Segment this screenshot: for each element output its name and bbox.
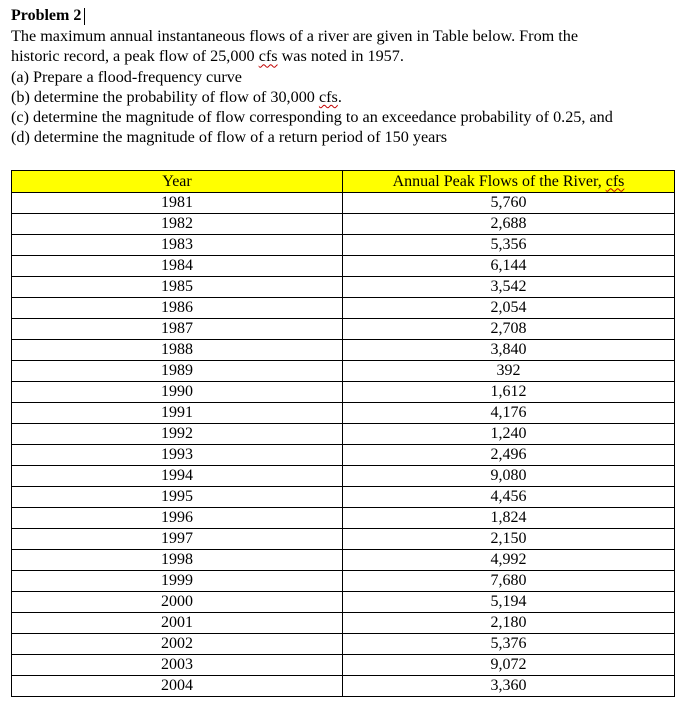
year-cell: 1996 xyxy=(12,508,343,529)
year-cell: 1983 xyxy=(12,235,343,256)
year-cell: 1986 xyxy=(12,298,343,319)
flow-cell: 5,194 xyxy=(343,592,675,613)
header-flow-unit-spellcheck: cfs xyxy=(605,172,625,190)
year-cell: 1985 xyxy=(12,277,343,298)
table-row xyxy=(12,235,675,256)
year-cell: 1984 xyxy=(12,256,343,277)
table-row xyxy=(12,655,675,676)
flow-cell: 9,080 xyxy=(343,466,675,487)
table-row xyxy=(12,487,675,508)
table-row xyxy=(12,592,675,613)
table-row xyxy=(12,340,675,361)
document-body[interactable] xyxy=(11,6,683,148)
problem-statement xyxy=(11,26,683,148)
flow-cell: 5,356 xyxy=(343,235,675,256)
year-cell: 1987 xyxy=(12,319,343,340)
table-row xyxy=(12,256,675,277)
header-year: Year xyxy=(12,171,343,193)
flow-cell: 2,054 xyxy=(343,298,675,319)
header-flow xyxy=(343,171,675,193)
year-cell: 1993 xyxy=(12,445,343,466)
item-c: (c) determine the magnitude of flow corresponding to an exceedance probability of 0.25, and xyxy=(11,108,613,127)
flow-cell: 2,708 xyxy=(343,319,675,340)
table-row xyxy=(12,298,675,319)
table-row xyxy=(12,382,675,403)
year-cell: 2001 xyxy=(12,613,343,634)
table-body xyxy=(12,193,675,697)
flow-cell: 4,176 xyxy=(343,403,675,424)
table-row xyxy=(12,508,675,529)
year-cell: 2004 xyxy=(12,676,343,697)
table-row xyxy=(12,193,675,214)
flow-cell: 6,144 xyxy=(343,256,675,277)
flow-cell: 1,824 xyxy=(343,508,675,529)
table-row xyxy=(12,361,675,382)
year-cell: 1991 xyxy=(12,403,343,424)
header-flow-text: Annual Peak Flows of the River, xyxy=(392,172,606,190)
year-cell: 1990 xyxy=(12,382,343,403)
flow-cell: 392 xyxy=(343,361,675,382)
intro-unit-spellcheck: cfs xyxy=(258,47,278,66)
flow-cell: 2,496 xyxy=(343,445,675,466)
flow-cell: 1,240 xyxy=(343,424,675,445)
item-d: (d) determine the magnitude of flow of a return period of 150 years xyxy=(11,128,448,147)
table-row xyxy=(12,613,675,634)
table-row xyxy=(12,634,675,655)
annual-peak-flows-table xyxy=(11,170,675,697)
intro-line-1: The maximum annual instantaneous flows of a river are given in Table below. From the xyxy=(11,27,579,45)
flow-cell: 3,542 xyxy=(343,277,675,298)
table-row xyxy=(12,466,675,487)
item-a: (a) Prepare a flood-frequency curve xyxy=(11,67,242,86)
table-row xyxy=(12,571,675,592)
table-row xyxy=(12,277,675,298)
item-b-suffix: . xyxy=(337,87,342,106)
flow-cell: 2,180 xyxy=(343,613,675,634)
table-row xyxy=(12,424,675,445)
item-b-unit-spellcheck: cfs xyxy=(318,87,338,106)
flow-cell: 5,760 xyxy=(343,193,675,214)
flow-cell: 2,688 xyxy=(343,214,675,235)
year-cell: 1982 xyxy=(12,214,343,235)
table-row xyxy=(12,529,675,550)
intro-line-2-start: historic record, a peak flow of 25,000 xyxy=(11,47,259,66)
table-row xyxy=(12,319,675,340)
year-cell: 1995 xyxy=(12,487,343,508)
year-cell: 2000 xyxy=(12,592,343,613)
year-cell: 1999 xyxy=(12,571,343,592)
problem-title-text: Problem 2 xyxy=(11,7,82,24)
flow-cell: 3,360 xyxy=(343,676,675,697)
table-row xyxy=(12,445,675,466)
flow-cell: 5,376 xyxy=(343,634,675,655)
year-cell: 1998 xyxy=(12,550,343,571)
year-cell: 1988 xyxy=(12,340,343,361)
flow-cell: 4,456 xyxy=(343,487,675,508)
table-row xyxy=(12,550,675,571)
year-cell: 2003 xyxy=(12,655,343,676)
flow-cell: 7,680 xyxy=(343,571,675,592)
year-cell: 1989 xyxy=(12,361,343,382)
year-cell: 1992 xyxy=(12,424,343,445)
year-cell: 1997 xyxy=(12,529,343,550)
table-row xyxy=(12,676,675,697)
table-header-row xyxy=(12,171,675,193)
item-b-prefix: (b) determine the probability of flow of 30,000 xyxy=(11,87,319,106)
problem-title xyxy=(11,6,683,26)
table-row xyxy=(12,214,675,235)
flow-cell: 1,612 xyxy=(343,382,675,403)
text-cursor xyxy=(84,8,85,25)
flow-cell: 3,840 xyxy=(343,340,675,361)
year-cell: 1994 xyxy=(12,466,343,487)
flow-cell: 4,992 xyxy=(343,550,675,571)
table-row xyxy=(12,403,675,424)
year-cell: 2002 xyxy=(12,634,343,655)
flow-cell: 9,072 xyxy=(343,655,675,676)
year-cell: 1981 xyxy=(12,193,343,214)
intro-line-2-end: was noted in 1957. xyxy=(277,47,404,66)
flow-cell: 2,150 xyxy=(343,529,675,550)
